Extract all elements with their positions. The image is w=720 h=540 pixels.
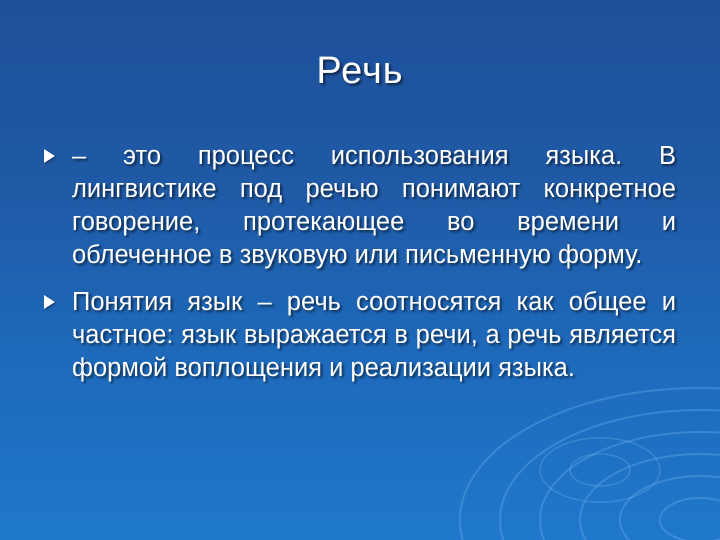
bullet-text: – это процесс использования языка. В лингвистике под речью понимают конкретное говорение, протекающее во времени и облеченное в звуковую или письменную форму. [72,142,676,269]
arrow-bullet-icon [44,149,55,163]
bullet-text: Понятия язык – речь соотносятся как общее и частное: язык выражается в речи, а речь является формой воплощения и реализации языка. [72,288,676,382]
bullet-item [44,286,676,385]
slide-title: Речь [316,50,404,92]
bullet-list [44,140,676,399]
arrow-bullet-icon [44,295,55,309]
bullet-item [44,140,676,272]
